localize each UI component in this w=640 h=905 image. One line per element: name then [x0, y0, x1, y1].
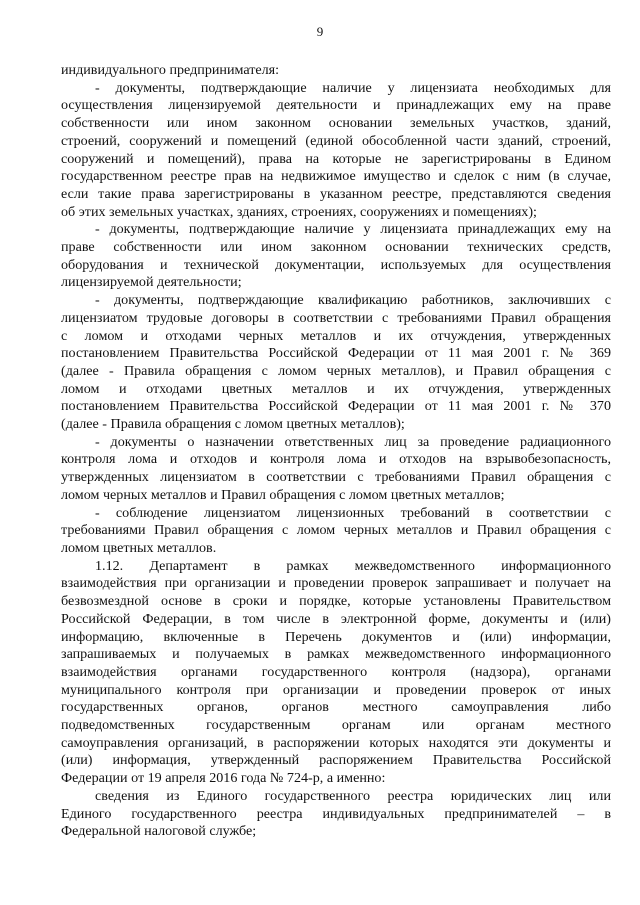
text-line: взаимодействия органами государственного контроля (надзора), органами: [61, 663, 611, 680]
text-line: ломом и отходами цветных металлов и их отчуждения, утвержденных: [61, 380, 611, 397]
text-line: взаимодействия при организации и проведении проверок запрашивает и получает на: [61, 575, 611, 592]
text-line: с ломом и отходами черных металлов и их отчуждения, утвержденных: [61, 327, 611, 344]
text-line: - соблюдение лицензиатом лицензионных требований в соответствии с: [95, 504, 611, 521]
text-line: Российской Федерации, в том числе в электронной форме, документы и (или): [61, 610, 611, 627]
paragraph: [61, 292, 611, 434]
text-line: Федерации от 19 апреля 2016 года № 724-р, а именно:: [61, 770, 386, 787]
paragraph: [61, 62, 611, 80]
text-line: самоуправления организаций, в распоряжении которых находятся эти документы и: [61, 734, 611, 751]
text-line: - документы о назначении ответственных лиц за проведение радиационного: [95, 433, 611, 450]
text-line: безвозмездной основе в сроки и порядке, которые установлены Правительством: [61, 593, 611, 610]
document-body: [61, 62, 611, 841]
text-line: государственных органов, органов местного самоуправления либо: [61, 699, 611, 716]
text-line: ломом черных металлов и Правил обращения с ломом цветных металлов;: [61, 486, 505, 503]
paragraph: [61, 221, 611, 292]
text-line: Федеральной налоговой службе;: [61, 823, 257, 840]
text-line: Единого государственного реестра индивидуальных предпринимателей – в: [61, 805, 611, 822]
text-line: об этих земельных участках, зданиях, строениях, сооружениях и помещениях);: [61, 203, 537, 220]
text-line: 1.12. Департамент в рамках межведомственного информационного: [95, 557, 611, 574]
text-line: (далее - Правила обращения с ломом цветных металлов);: [61, 416, 405, 433]
paragraph: [61, 505, 611, 558]
text-line: - документы, подтверждающие наличие у лицензиата принадлежащих ему на: [95, 221, 611, 238]
text-line: праве собственности или ином законном основании технических средств,: [61, 239, 611, 256]
paragraph: [61, 80, 611, 222]
text-line: требованиями Правил обращения с ломом черных металлов и Правил обращения с: [61, 522, 611, 539]
paragraph: [61, 434, 611, 505]
text-line: утвержденных лицензиатом в соответствии с требованиями Правил обращения с: [61, 469, 611, 486]
text-line: - документы, подтверждающие наличие у лицензиата необходимых для: [95, 79, 611, 96]
text-line: оборудования и технической документации, используемых для осуществления: [61, 256, 611, 273]
text-line: индивидуального предпринимателя:: [61, 62, 280, 78]
text-line: лицензируемой деятельности;: [61, 274, 242, 291]
text-line: подведомственных государственным органам или органам местного: [61, 717, 611, 734]
text-line: если такие права зарегистрированы в указанном реестре, представляются сведения: [61, 185, 611, 202]
text-line: муниципального контроля при организации и проведении проверок от иных: [61, 681, 611, 698]
text-line: (или) информация, утвержденный распоряжением Правительства Российской: [61, 752, 611, 769]
page-number: 9: [316, 24, 324, 39]
text-line: лицензиатом трудовые договоры в соответствии с требованиями Правил обращения: [61, 309, 611, 326]
text-line: - документы, подтверждающие квалификацию работников, заключивших с: [95, 292, 611, 309]
text-line: постановлением Правительства Российской Федерации от 11 мая 2001 г. № 370: [61, 398, 611, 415]
text-line: сооружений и помещений), права на которые не зарегистрированы в Едином: [61, 150, 611, 167]
text-line: запрашиваемых и получаемых в рамках межведомственного информационного: [61, 646, 611, 663]
paragraph: [61, 558, 611, 788]
text-line: информацию, включенные в Перечень документов и (или) информации,: [61, 628, 611, 645]
text-line: ломом цветных металлов.: [61, 539, 217, 556]
text-line: (далее - Правила обращения с ломом черных металлов), и Правил обращения с: [61, 362, 611, 379]
text-line: собственности или ином законном основании земельных участков, зданий,: [61, 115, 611, 132]
text-line: осуществления лицензируемой деятельности и принадлежащих ему на праве: [61, 97, 611, 114]
paragraph: [61, 788, 611, 841]
text-line: строений, сооружений и помещений (единой обособленной части зданий, строений,: [61, 132, 611, 149]
text-line: сведения из Единого государственного реестра юридических лиц или: [95, 787, 611, 804]
text-line: контроля лома и отходов и контроля лома и отходов на взрывобезопасность,: [61, 451, 611, 468]
text-line: государственном реестре прав на недвижимое имущество и сделок с ним (в случае,: [61, 168, 611, 185]
text-line: постановлением Правительства Российской Федерации от 11 мая 2001 г. № 369: [61, 345, 611, 362]
